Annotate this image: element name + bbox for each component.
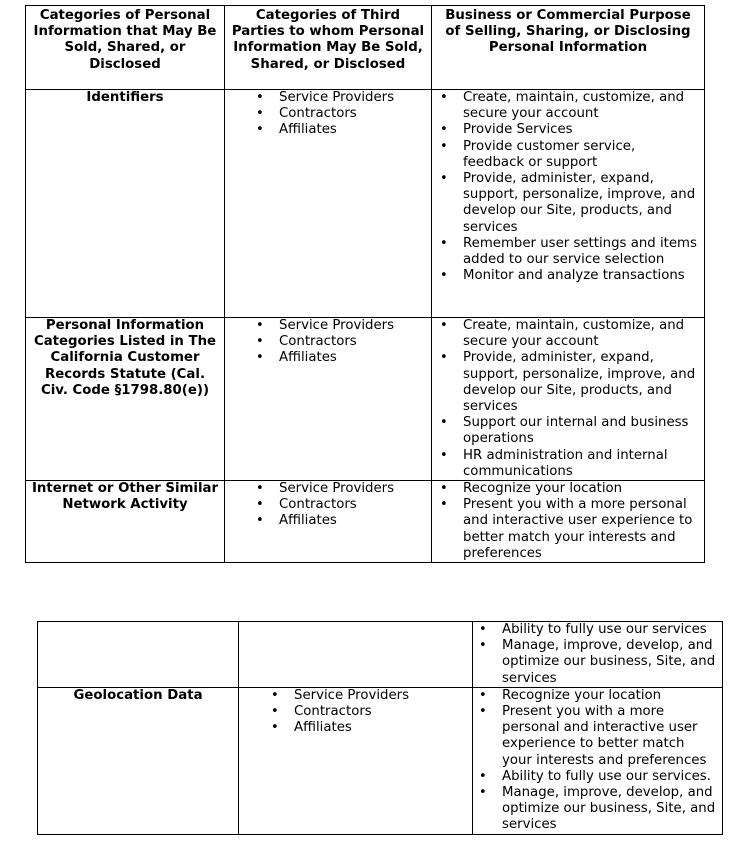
list-item: • Manage, improve, develop, and optimize our business, Site, and services: [502, 638, 718, 687]
list-item: • Provide Services: [463, 122, 700, 138]
list-item: • Affiliates: [279, 513, 431, 529]
purpose-cell: [432, 318, 705, 481]
category-cell: Internet or Other Similar Network Activity: [26, 481, 225, 563]
purpose-cell: [473, 622, 723, 688]
list-item: • Remember user settings and items added to our service selection: [463, 236, 700, 268]
parties-cell: [225, 90, 432, 318]
purpose-cell: [432, 90, 705, 318]
list-item: • Contractors: [279, 334, 431, 350]
table-row-geolocation: [38, 687, 723, 834]
table-row-identifiers: [26, 90, 705, 318]
category-cell: Identifiers: [26, 90, 225, 318]
header-third-party-categories: Categories of Third Parties to whom Personal Information May Be Sold, Shared, or Disclosed: [225, 6, 432, 90]
parties-cell: [225, 481, 432, 563]
list-item: • Create, maintain, customize, and secure your account: [463, 318, 700, 350]
disclosure-table-1: [25, 5, 705, 563]
category-cell: [38, 622, 239, 688]
list-item: • Ability to fully use our services: [502, 622, 718, 638]
list-item: • Present you with a more personal and interactive user experience to better match your interests and preferences: [463, 497, 700, 562]
list-item: • HR administration and internal communications: [463, 448, 700, 480]
list-item: • Service Providers: [294, 688, 472, 704]
list-item: • Create, maintain, customize, and secure your account: [463, 90, 700, 122]
category-cell: Personal Information Categories Listed in The California Customer Records Statute (Cal. Civ. Code §1798.80(e)): [26, 318, 225, 481]
purpose-cell: [432, 481, 705, 563]
list-item: • Contractors: [294, 704, 472, 720]
list-item: • Support our internal and business operations: [463, 415, 700, 447]
list-item: • Ability to fully use our services.: [502, 769, 718, 785]
disclosure-table-2: [37, 621, 723, 835]
table-row-internet-activity: [26, 481, 705, 563]
list-item: • Contractors: [279, 106, 431, 122]
list-item: • Service Providers: [279, 318, 431, 334]
category-cell: Geolocation Data: [38, 687, 239, 834]
list-item: • Affiliates: [294, 720, 472, 736]
header-business-purpose: Business or Commercial Purpose of Selling, Sharing, or Disclosing Personal Information: [432, 6, 705, 90]
list-item: • Affiliates: [279, 122, 431, 138]
parties-cell: [225, 318, 432, 481]
list-item: • Manage, improve, develop, and optimize our business, Site, and services: [502, 785, 718, 834]
list-item: • Monitor and analyze transactions: [463, 268, 700, 284]
list-item: • Recognize your location: [463, 481, 700, 497]
list-item: • Provide, administer, expand, support, personalize, improve, and develop our Site, products, and services: [463, 171, 700, 236]
list-item: • Affiliates: [279, 350, 431, 366]
list-item: • Provide customer service, feedback or support: [463, 139, 700, 171]
list-item: • Service Providers: [279, 90, 431, 106]
list-item: • Service Providers: [279, 481, 431, 497]
parties-cell: [239, 687, 473, 834]
header-personal-info-categories: Categories of Personal Information that May Be Sold, Shared, or Disclosed: [26, 6, 225, 90]
list-item: • Recognize your location: [502, 688, 718, 704]
parties-cell: [239, 622, 473, 688]
list-item: • Provide, administer, expand, support, personalize, improve, and develop our Site, products, and services: [463, 350, 700, 415]
table-row-personal-info-categories: [26, 318, 705, 481]
table-row-continued: [38, 622, 723, 688]
table-header-row: [26, 6, 705, 90]
list-item: • Present you with a more personal and interactive user experience to better match your interests and preferences: [502, 704, 718, 769]
list-item: • Contractors: [279, 497, 431, 513]
purpose-cell: [473, 687, 723, 834]
